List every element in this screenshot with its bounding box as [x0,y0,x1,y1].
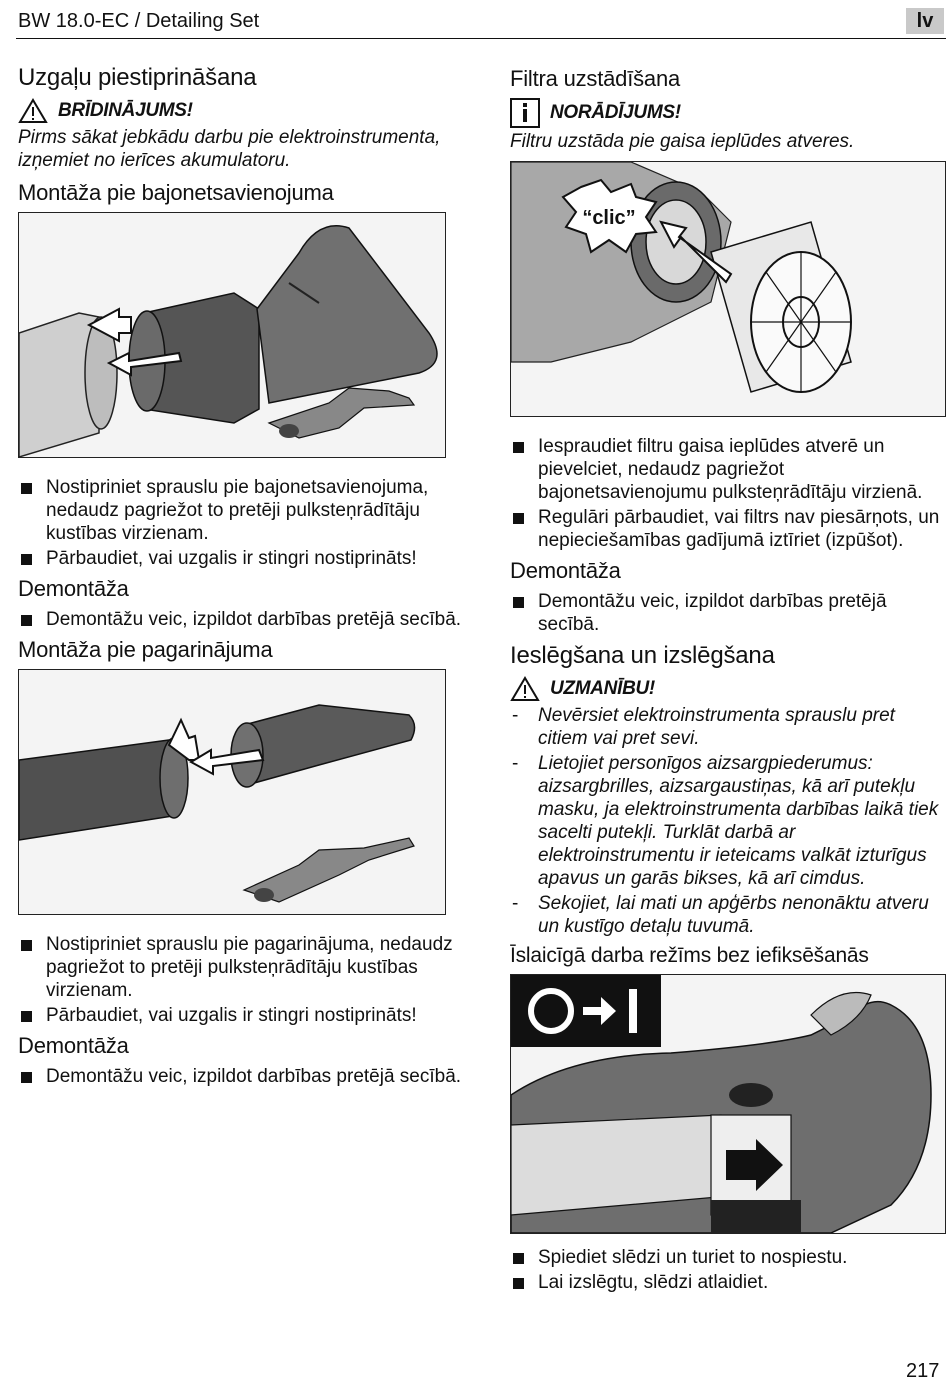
filter-install-illustration [511,162,945,416]
switch-illustration [511,975,945,1233]
figure-bayonet [18,212,446,458]
list-item: Demontāžu veic, izpildot darbības pretējā secībā. [18,608,468,631]
heading-filter-install: Filtra uzstādīšana [510,66,681,91]
heading-extension: Montāža pie pagarinājuma [18,637,273,662]
left-column [18,60,468,1094]
list-item: Lai izslēgtu, slēdzi atlaidiet. [510,1271,945,1294]
list-item: Iespraudiet filtru gaisa ieplūdes atverē un pievelciet, nedaudz pagriežot bajonetsavienojumu pulksteņrādītāju virzienā. [510,435,945,504]
bayonet-nozzle-illustration [19,213,445,457]
figure-extension [18,669,446,915]
figure-filter [510,161,946,417]
list-item: Pārbaudiet, vai uzgalis ir stingri nostiprināts! [18,1004,468,1027]
list-item: - Sekojiet, lai mati un apģērbs nenonāktu atveru un kustīgo detaļu tuvumā. [510,892,945,938]
language-badge: lv [906,8,944,34]
list-item: Nostipriniet sprauslu pie bajonetsavienojuma, nedaudz pagriežot to pretēji pulksteņrādītāju kustības virzienam. [18,476,468,545]
info-icon [510,98,540,128]
caution-notice [510,676,945,702]
list-item: Pārbaudiet, vai uzgalis ir stingri nostiprināts! [18,547,468,570]
bayonet-steps [18,476,468,570]
heading-bayonet: Montāža pie bajonetsavienojuma [18,180,334,205]
heading-disassembly-1: Demontāža [18,576,129,601]
list-item: - Nevērsiet elektroinstrumenta sprauslu pret citiem vai pret sevi. [510,704,945,750]
continuous-steps [510,1246,945,1294]
warning-label: BRĪDINĀJUMS! [58,100,193,121]
caution-label: UZMANĪBU! [550,678,655,699]
list-item: Regulāri pārbaudiet, vai filtrs nav piesārņots, un nepieciešamības gadījumā iztīriet (izpūšot). [510,506,945,552]
warning-triangle-icon [18,98,48,124]
figure-switch [510,974,946,1234]
list-item: - Lietojiet personīgos aizsargpiederumus: aizsargbrilles, aizsargaustiņas, kā arī putekļu masku, ja elektroinstrumenta darbības laikā tiek sacelti putekļi. Turklāt darbā ar elektroinstrumentu ir ieteicams valkāt izturīgus apavus un garās bikses, kā arī cimdus. [510,752,945,890]
heading-continuous-mode: Īslaicīgā darba režīms bez iefiksēšanās [510,944,869,967]
disassembly-2-steps [18,1065,468,1088]
extension-nozzle-illustration [19,670,445,914]
right-column [510,60,945,1300]
header-title: BW 18.0-EC / Detailing Set [18,10,260,32]
note-text: Filtru uzstāda pie gaisa ieplūdes atveres. [510,131,855,152]
heading-disassembly-2: Demontāža [18,1033,129,1058]
caution-triangle-icon [510,676,540,702]
warning-notice [18,98,468,124]
page-number: 217 [906,1360,940,1382]
list-item: Spiediet slēdzi un turiet to nospiestu. [510,1246,945,1269]
list-item: Nostipriniet sprauslu pie pagarinājuma, nedaudz pagriežot to pretēji pulksteņrādītāju kustības virzienam. [18,933,468,1002]
section-heading-switch: Ieslēgšana un izslēgšana [510,642,775,669]
filter-steps [510,435,945,552]
header-rule [16,38,946,39]
warning-text: Pirms sākat jebkādu darbu pie elektroinstrumenta, izņemiet no ierīces akumulatoru. [18,127,441,171]
heading-disassembly-3: Demontāža [510,558,621,583]
extension-steps [18,933,468,1027]
list-item: Demontāžu veic, izpildot darbības pretējā secībā. [18,1065,468,1088]
note-label: NORĀDĪJUMS! [550,102,681,123]
disassembly-3-steps [510,590,945,636]
section-heading-attachments: Uzgaļu piestiprināšana [18,64,257,91]
list-item: Demontāžu veic, izpildot darbības pretējā secībā. [510,590,945,636]
caution-list [510,704,945,938]
disassembly-1-steps [18,608,468,631]
clic-label: “clic” [582,207,636,229]
note-notice [510,98,945,128]
